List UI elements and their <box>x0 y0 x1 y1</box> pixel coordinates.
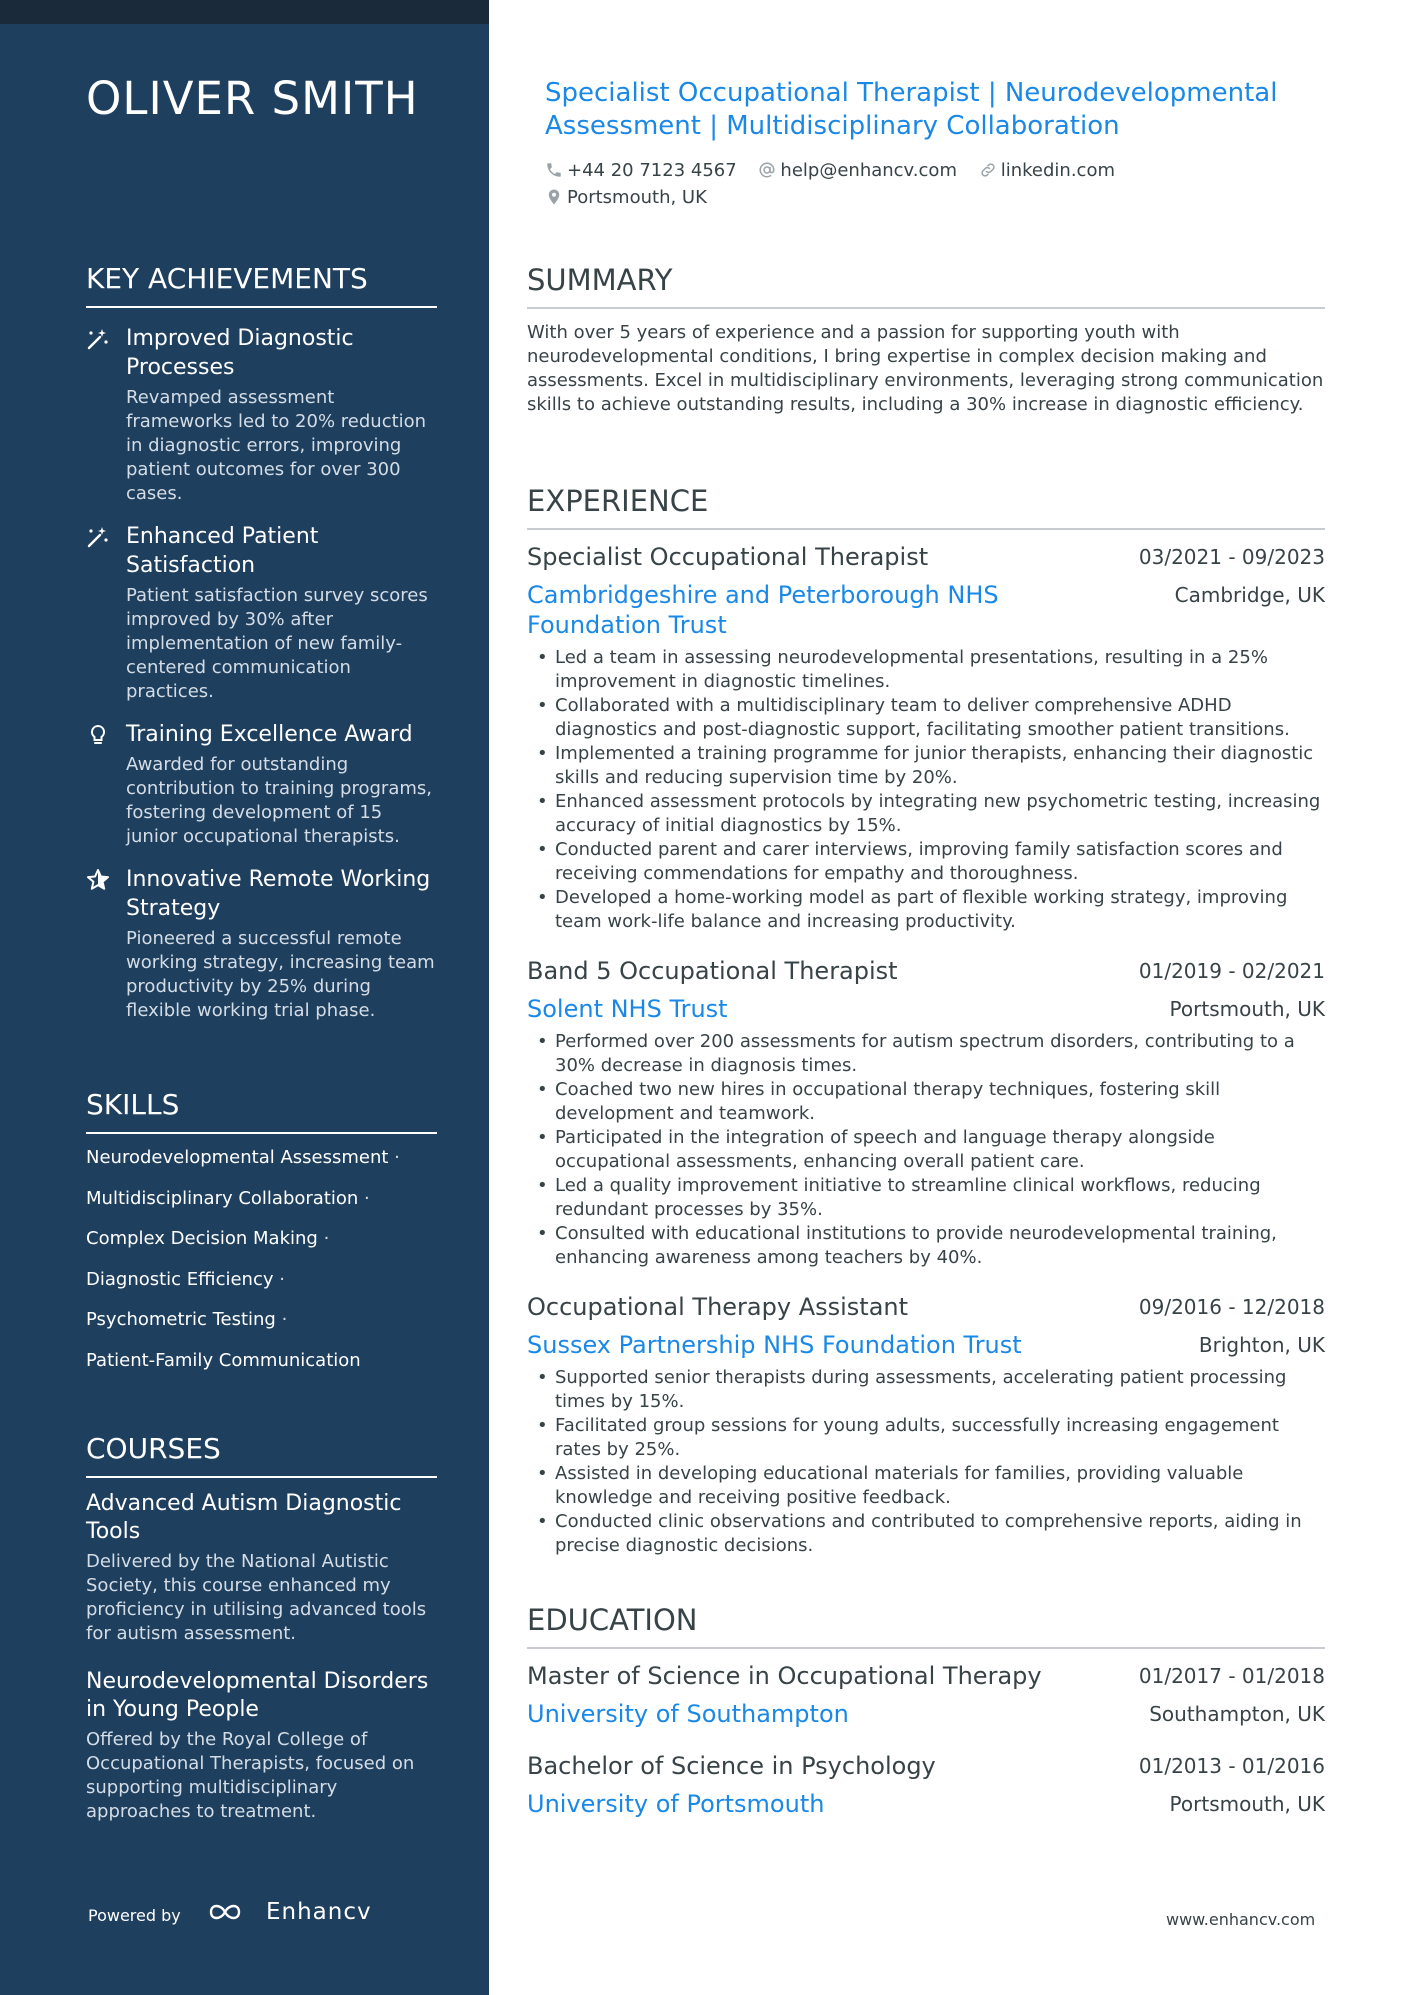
link-icon <box>979 161 997 179</box>
job-dates: 03/2021 - 09/2023 <box>1138 545 1325 569</box>
job-org: Cambridgeshire and Peterborough NHS Foundation Trust <box>527 581 999 639</box>
summary-section <box>527 263 1325 417</box>
summary-heading: SUMMARY <box>527 263 1325 309</box>
education-section <box>527 1603 1325 1819</box>
course-item <box>86 1668 437 1824</box>
job-bullet: • Supported senior therapists during assessments, accelerating patient processing times by 15%. <box>527 1366 1325 1414</box>
school: University of Portsmouth <box>527 1790 825 1818</box>
summary-text: With over 5 years of experience and a passion for supporting youth with neurodevelopmental conditions, I bring expertise in complex decision making and assessments. Excel in multidisciplinary environments, leveraging strong communication skills to achieve outstanding results, including a 30% increase in diagnostic efficiency. <box>527 322 1324 415</box>
job-location: Portsmouth, UK <box>1169 997 1325 1021</box>
degree: Bachelor of Science in Psychology <box>527 1752 936 1780</box>
job-bullet: • Performed over 200 assessments for autism spectrum disorders, contributing to a 30% decrease in diagnosis times. <box>527 1030 1325 1078</box>
job-dates: 01/2019 - 02/2021 <box>1138 959 1325 983</box>
job-bullet: • Coached two new hires in occupational therapy techniques, fostering skill development and teamwork. <box>527 1078 1325 1126</box>
skill-item: Multidisciplinary Collaboration · <box>86 1187 370 1209</box>
achievement-item <box>86 865 437 1023</box>
job-dates: 09/2016 - 12/2018 <box>1138 1295 1325 1319</box>
job-location: Cambridge, UK <box>1174 583 1325 607</box>
achievements-heading: KEY ACHIEVEMENTS <box>86 262 437 308</box>
skill-item: Diagnostic Efficiency · <box>86 1268 285 1290</box>
job-bullet: • Consulted with educational institutions to provide neurodevelopmental training, enhancing awareness among teachers by 40%. <box>527 1222 1325 1270</box>
education-dates: 01/2017 - 01/2018 <box>1138 1664 1325 1688</box>
location-pin-icon <box>545 188 563 206</box>
degree: Master of Science in Occupational Therapy <box>527 1662 1042 1690</box>
achievement-item <box>86 324 437 506</box>
school: University of Southampton <box>527 1700 849 1728</box>
skills-list <box>86 1146 437 1389</box>
contact-info <box>545 159 1305 213</box>
star-icon <box>86 868 110 892</box>
achievements-section <box>86 262 437 1023</box>
job-bullet: • Conducted clinic observations and contributed to comprehensive reports, aiding in precise diagnostic decisions. <box>527 1510 1325 1558</box>
candidate-name: OLIVER SMITH <box>86 72 419 125</box>
job-org: Sussex Partnership NHS Foundation Trust <box>527 1331 1022 1359</box>
job-role: Specialist Occupational Therapist <box>527 543 929 571</box>
job-bullet: • Implemented a training programme for junior therapists, enhancing their diagnostic skills and reducing supervision time by 20%. <box>527 742 1325 790</box>
education-heading: EDUCATION <box>527 1603 1325 1649</box>
achievement-item <box>86 522 437 704</box>
job-bullet: • Conducted parent and carer interviews, improving family satisfaction scores and receiving commendations for empathy and thoroughness. <box>527 838 1325 886</box>
job-entry <box>527 542 1325 934</box>
linkedin-contact[interactable]: linkedin.com <box>979 159 1115 186</box>
at-icon <box>758 161 776 179</box>
experience-section <box>527 484 1325 1558</box>
course-desc: Delivered by the National Autistic Society, this course enhanced my proficiency in utilising advanced tools for autism assessment. <box>86 1551 427 1644</box>
job-bullet: • Collaborated with a multidisciplinary team to deliver comprehensive ADHD diagnostics and post-diagnostic support, facilitating smoother patient transitions. <box>527 694 1325 742</box>
achievement-title: Improved Diagnostic Processes <box>126 326 354 380</box>
job-role: Occupational Therapy Assistant <box>527 1293 909 1321</box>
job-bullet: • Participated in the integration of speech and language therapy alongside occupational assessments, enhancing overall patient care. <box>527 1126 1325 1174</box>
experience-heading: EXPERIENCE <box>527 484 1325 530</box>
achievement-title: Enhanced Patient Satisfaction <box>126 524 319 578</box>
skill-item: Complex Decision Making · <box>86 1228 330 1249</box>
achievement-title: Training Excellence Award <box>126 722 413 747</box>
job-bullets <box>527 646 1325 934</box>
lightbulb-icon <box>86 723 110 747</box>
course-item <box>86 1490 437 1646</box>
wand-icon <box>86 525 110 549</box>
course-title: Neurodevelopmental Disorders in Young People <box>86 1669 429 1722</box>
job-bullet: • Facilitated group sessions for young adults, successfully increasing engagement rates by 25%. <box>527 1414 1325 1462</box>
phone-icon <box>545 161 563 179</box>
skill-item: Psychometric Testing · <box>86 1309 288 1330</box>
education-entry <box>527 1661 1325 1729</box>
enhancv-logo-icon <box>207 1896 247 1926</box>
skills-heading: SKILLS <box>86 1088 437 1134</box>
email-contact[interactable]: help@enhancv.com <box>758 159 957 186</box>
job-bullet: • Led a team in assessing neurodevelopmental presentations, resulting in a 25% improvement in diagnostic timelines. <box>527 646 1325 694</box>
phone-contact[interactable]: +44 20 7123 4567 <box>545 159 737 186</box>
headline: Specialist Occupational Therapist | Neurodevelopmental Assessment | Multidisciplinary Collaboration <box>545 78 1278 141</box>
job-bullets <box>527 1366 1325 1558</box>
achievement-desc: Awarded for outstanding contribution to training programs, fostering development of 15 junior occupational therapists. <box>126 754 432 847</box>
enhancv-brand[interactable]: Enhancv <box>266 1899 372 1925</box>
job-bullet: • Led a quality improvement initiative to streamline clinical workflows, reducing redundant processes by 35%. <box>527 1174 1325 1222</box>
achievement-desc: Revamped assessment frameworks led to 20% reduction in diagnostic errors, improving patient outcomes for over 300 cases. <box>126 387 427 504</box>
job-org: Solent NHS Trust <box>527 995 728 1023</box>
job-bullet: • Developed a home-working model as part of flexible working strategy, improving team work-life balance and increasing productivity. <box>527 886 1325 934</box>
skill-item: Patient-Family Communication <box>86 1349 361 1371</box>
skill-item: Neurodevelopmental Assessment · <box>86 1147 400 1168</box>
job-entry <box>527 1292 1325 1558</box>
skills-section <box>86 1088 437 1389</box>
powered-by-label: Powered by <box>88 1906 181 1925</box>
location-contact: Portsmouth, UK <box>545 186 707 213</box>
wand-icon <box>86 327 110 351</box>
sidebar <box>0 0 489 1995</box>
education-dates: 01/2013 - 01/2016 <box>1138 1754 1325 1778</box>
achievement-item <box>86 720 437 849</box>
job-role: Band 5 Occupational Therapist <box>527 957 898 985</box>
courses-section <box>86 1432 437 1824</box>
job-location: Brighton, UK <box>1198 1333 1325 1357</box>
school-location: Portsmouth, UK <box>1169 1792 1325 1816</box>
footer-site-link[interactable]: www.enhancv.com <box>1166 1910 1316 1929</box>
job-bullet: • Assisted in developing educational materials for families, providing valuable knowledge and receiving positive feedback. <box>527 1462 1325 1510</box>
job-bullet: • Enhanced assessment protocols by integrating new psychometric testing, increasing accuracy of initial diagnostics by 15%. <box>527 790 1325 838</box>
course-title: Advanced Autism Diagnostic Tools <box>86 1491 402 1544</box>
school-location: Southampton, UK <box>1149 1702 1325 1726</box>
course-desc: Offered by the Royal College of Occupational Therapists, focused on supporting multidisciplinary approaches to treatment. <box>86 1729 415 1822</box>
education-entry <box>527 1751 1325 1819</box>
courses-heading: COURSES <box>86 1432 437 1478</box>
job-bullets <box>527 1030 1325 1270</box>
sidebar-top-strip <box>0 0 489 24</box>
job-entry <box>527 956 1325 1270</box>
achievement-desc: Patient satisfaction survey scores improved by 30% after implementation of new family-centered communication practices. <box>126 585 428 702</box>
achievement-desc: Pioneered a successful remote working strategy, increasing team productivity by 25% during flexible working trial phase. <box>126 928 435 1021</box>
achievement-title: Innovative Remote Working Strategy <box>126 867 431 921</box>
